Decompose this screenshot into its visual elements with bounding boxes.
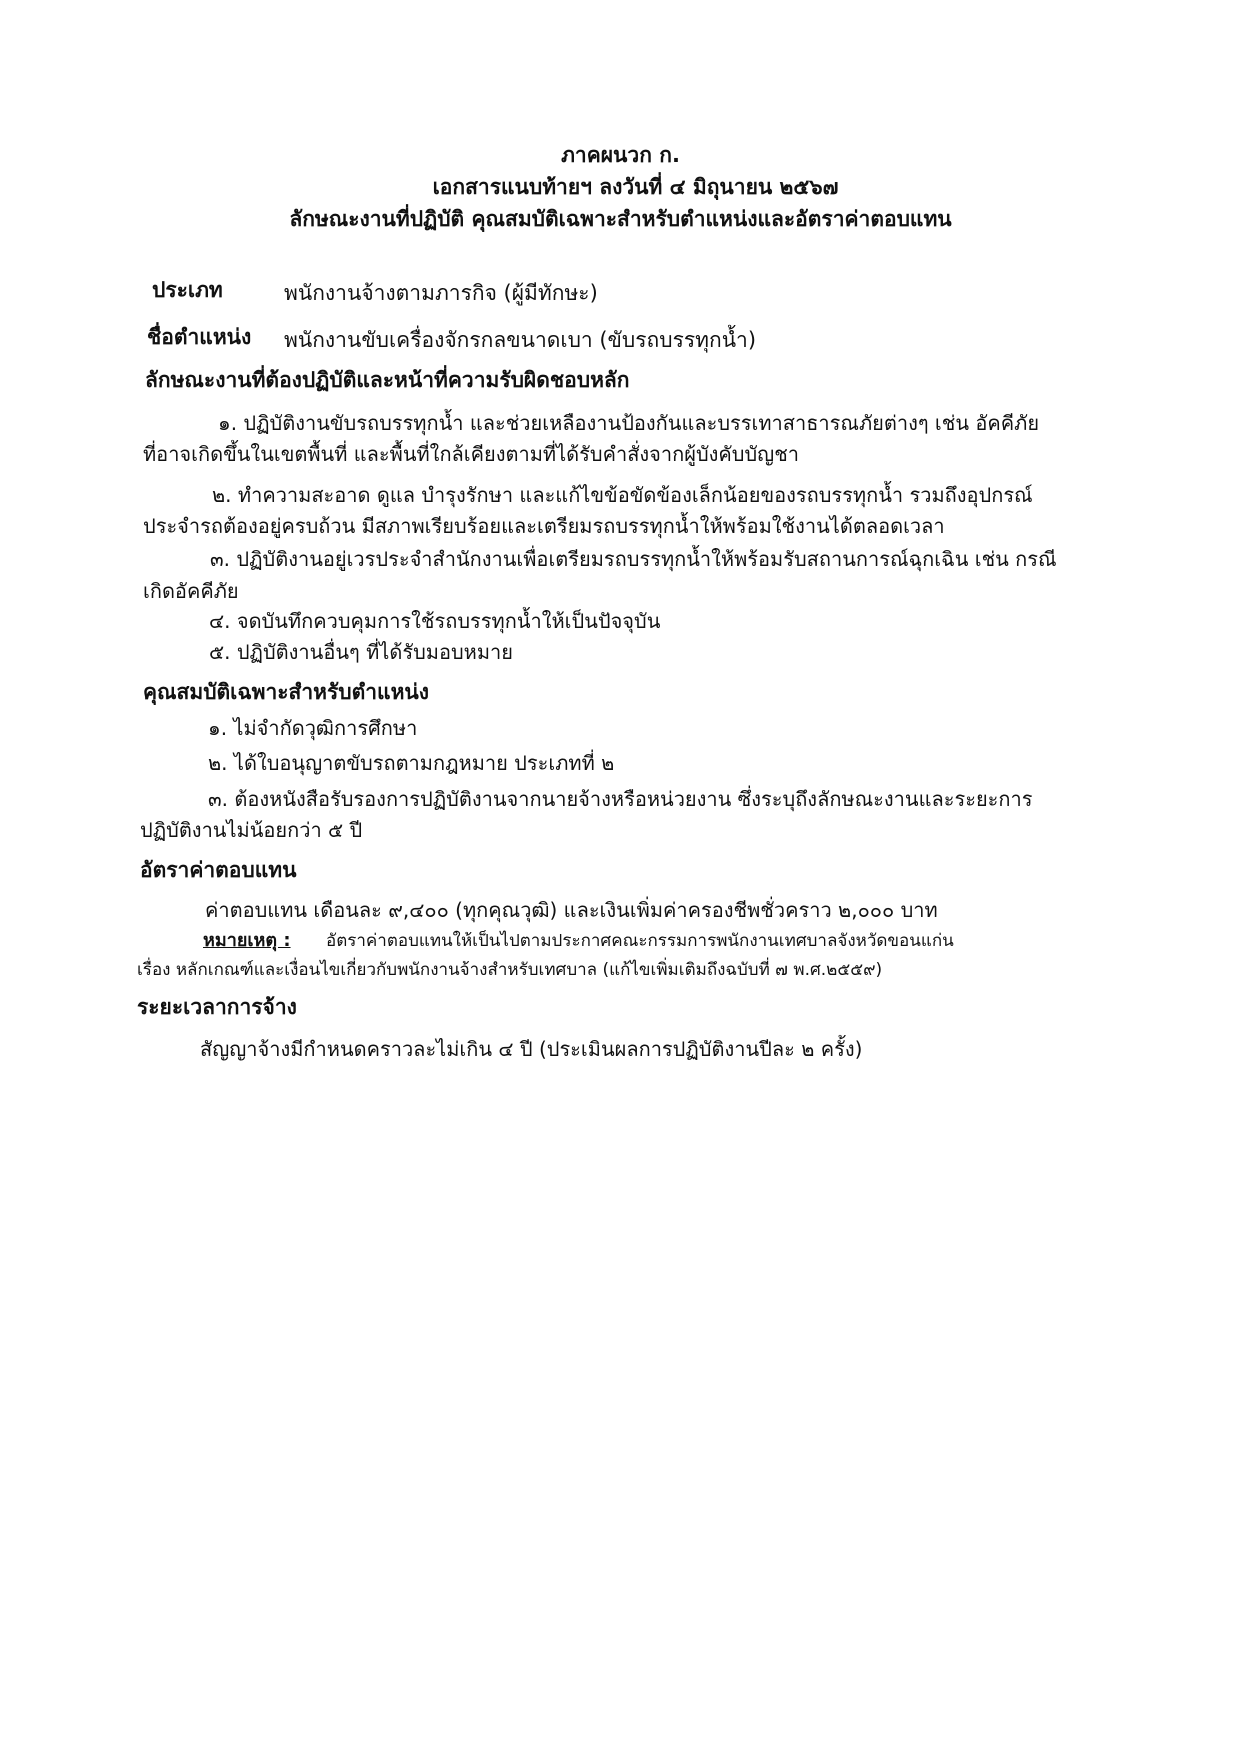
duty-line: ๑. ปฏิบัติงานขับรถบรรทุกน้ำ และช่วยเหลืองานป้องกันและบรรเทาสาธารณภัยต่างๆ เช่น อัคคีภัย [218, 411, 1040, 435]
duty-line: ๒. ทำความสะอาด ดูแล บำรุงรักษา และแก้ไขข้อขัดข้องเล็กน้อยของรถบรรทุกน้ำ รวมถึงอุปกรณ์ [212, 483, 1033, 507]
duty-line: ๓. ปฏิบัติงานอยู่เวรประจำสำนักงานเพื่อเตรียมรถบรรทุกน้ำให้พร้อมรับสถานการณ์ฉุกเฉิน เช่น กรณี [210, 547, 1057, 571]
position-value: พนักงานขับเครื่องจักรกลขนาดเบา (ขับรถบรรทุกน้ำ) [284, 328, 757, 352]
type-value: พนักงานจ้างตามภารกิจ (ผู้มีทักษะ) [284, 281, 598, 305]
compensation-heading: อัตราค่าตอบแทน [140, 858, 297, 882]
note-line: อัตราค่าตอบแทนให้เป็นไปตามประกาศคณะกรรมการพนักงานเทศบาลจังหวัดขอนแก่น [326, 931, 954, 951]
duty-line: ๕. ปฏิบัติงานอื่นๆ ที่ได้รับมอบหมาย [209, 640, 513, 664]
qualification-line: ๓. ต้องหนังสือรับรองการปฏิบัติงานจากนายจ้างหรือหน่วยงาน ซึ่งระบุถึงลักษณะงานและระยะการ [208, 787, 1033, 811]
document-subject: ลักษณะงานที่ปฏิบัติ คุณสมบัติเฉพาะสำหรับตำแหน่งและอัตราค่าตอบแทน [289, 207, 952, 231]
document-date-line: เอกสารแนบท้ายฯ ลงวันที่ ๔ มิถุนายน ๒๕๖๗ [432, 175, 839, 199]
term-text: สัญญาจ้างมีกำหนดคราวละไม่เกิน ๔ ปี (ประเมินผลการปฏิบัติงานปีละ ๒ ครั้ง) [200, 1037, 863, 1061]
duty-line: ประจำรถต้องอยู่ครบถ้วน มีสภาพเรียบร้อยและเตรียมรถบรรทุกน้ำให้พร้อมใช้งานได้ตลอดเวลา [143, 514, 945, 538]
qualifications-heading: คุณสมบัติเฉพาะสำหรับตำแหน่ง [143, 680, 430, 704]
qualification-line: ปฏิบัติงานไม่น้อยกว่า ๕ ปี [140, 818, 363, 842]
note-line: เรื่อง หลักเกณฑ์และเงื่อนไขเกี่ยวกับพนักงานจ้างสำหรับเทศบาล (แก้ไขเพิ่มเติมถึงฉบับที่ ๗ พ.ศ.๒๕๕๙) [137, 960, 883, 980]
duties-heading: ลักษณะงานที่ต้องปฏิบัติและหน้าที่ความรับผิดชอบหลัก [145, 368, 630, 392]
type-label: ประเภท [152, 278, 223, 302]
qualification-line: ๒. ได้ใบอนุญาตขับรถตามกฎหมาย ประเภทที่ ๒ [208, 751, 615, 775]
term-heading: ระยะเวลาการจ้าง [137, 995, 297, 1019]
position-label: ชื่อตำแหน่ง [147, 325, 252, 349]
duty-line: ที่อาจเกิดขึ้นในเขตพื้นที่ และพื้นที่ใกล้เคียงตามที่ได้รับคำสั่งจากผู้บังคับบัญชา [143, 442, 800, 466]
duty-line: เกิดอัคคีภัย [143, 579, 239, 603]
qualification-line: ๑. ไม่จำกัดวุฒิการศึกษา [208, 716, 418, 740]
compensation-text: ค่าตอบแทน เดือนละ ๙,๔๐๐ (ทุกคุณวุฒิ) และเงินเพิ่มค่าครองชีพชั่วคราว ๒,๐๐๐ บาท [205, 898, 938, 922]
appendix-title: ภาคผนวก ก. [561, 143, 680, 167]
duty-line: ๔. จดบันทึกควบคุมการใช้รถบรรทุกน้ำให้เป็นปัจจุบัน [209, 609, 661, 633]
note-label: หมายเหตุ : [203, 930, 291, 951]
